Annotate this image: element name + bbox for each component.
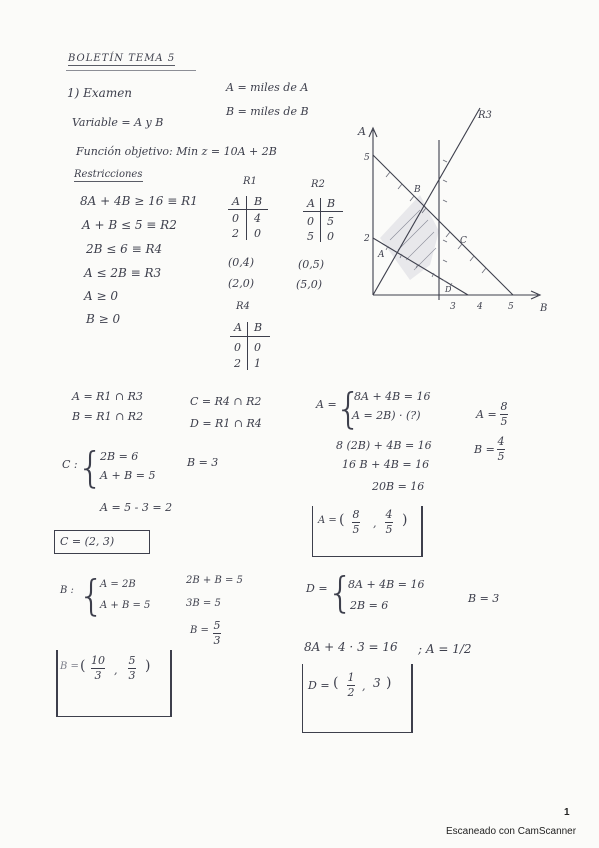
solve-d-brace: { xyxy=(327,568,354,617)
graph-x-tick: 3 xyxy=(450,302,456,312)
restriction-r1: 8A + 4B ≥ 16 ≡ R1 xyxy=(80,194,198,208)
title-underline xyxy=(66,70,196,71)
solve-d-eq1: 8A + 4B = 16 xyxy=(348,578,425,591)
def-b: B = miles de B xyxy=(226,105,309,118)
result-b-comma: , xyxy=(114,664,118,677)
result-a-den1: 5 xyxy=(352,522,360,536)
result-b-paren-close: ) xyxy=(145,658,151,674)
solve-d-substitution: 8A + 4 · 3 = 16 xyxy=(304,640,398,654)
solve-a-step3: 20B = 16 xyxy=(372,480,425,493)
table-r1-col-a: A xyxy=(232,195,240,208)
table-r2 xyxy=(303,198,347,242)
solve-c-label: C : xyxy=(62,458,78,471)
table-r1-cell: 0 xyxy=(254,227,261,240)
table-r4 xyxy=(230,322,274,370)
graph-point-label: C xyxy=(460,236,467,246)
table-r4-col-a: A xyxy=(234,321,242,334)
def-a: A = miles de A xyxy=(226,81,309,94)
result-b-frac2 xyxy=(128,655,136,681)
solve-a-a-lhs: A = xyxy=(476,408,497,421)
result-a-comma: , xyxy=(373,517,377,530)
result-c: C = (2, 3) xyxy=(60,535,115,548)
solve-a-b-fraction xyxy=(497,436,505,462)
solve-a-a-den: 5 xyxy=(500,414,508,428)
result-d-comma: , xyxy=(362,680,366,693)
solve-b-b-fraction xyxy=(213,620,221,646)
table-r4-cell: 0 xyxy=(254,341,261,354)
page-title: BOLETÍN TEMA 5 xyxy=(68,53,176,64)
table-r2-col-a: A xyxy=(307,197,315,210)
result-d-paren-close: ) xyxy=(386,675,392,691)
table-r2-col-b: B xyxy=(327,197,336,210)
result-a-lhs: A = xyxy=(318,515,337,526)
result-a-num2: 4 xyxy=(385,508,393,521)
solve-a-a-num: 8 xyxy=(500,400,508,413)
graph-line-label: R3 xyxy=(478,110,492,121)
restriction-a-nonneg: A ≥ 0 xyxy=(84,289,118,303)
result-b-num2: 5 xyxy=(128,654,136,667)
table-r1-cell: 0 xyxy=(232,212,239,225)
solve-b-eq2: A + B = 5 xyxy=(100,600,151,611)
graph-y-tick: 2 xyxy=(364,234,370,244)
intersection-a: A = R1 ∩ R3 xyxy=(72,390,143,403)
table-r4-cell: 1 xyxy=(254,357,261,370)
table-r1-cell: 4 xyxy=(254,212,261,225)
table-r1-point: (0,4) xyxy=(228,256,255,269)
result-b-den1: 3 xyxy=(94,668,102,682)
restriction-b-nonneg: B ≥ 0 xyxy=(86,312,121,326)
table-r4-col-b: B xyxy=(254,321,263,334)
restriction-r2: A + B ≤ 5 ≡ R2 xyxy=(82,218,177,232)
result-a-frac1 xyxy=(352,509,360,535)
table-r2-cell: 5 xyxy=(307,230,314,243)
result-a-paren-open: ( xyxy=(339,512,345,528)
solve-c-eq2: A + B = 5 xyxy=(100,469,156,482)
table-r4-label: R4 xyxy=(236,301,250,312)
solve-d-label: D = xyxy=(306,582,328,595)
restriction-r3: A ≤ 2B ≡ R3 xyxy=(84,266,162,280)
solve-a-brace: { xyxy=(335,384,362,433)
result-d-lhs: D = xyxy=(308,679,330,692)
table-r4-cell: 2 xyxy=(234,357,241,370)
graph-x-axis-label: B xyxy=(540,303,548,314)
result-b-frac1 xyxy=(91,655,105,681)
table-r2-label: R2 xyxy=(311,179,325,190)
graph-x-tick: 5 xyxy=(508,302,514,312)
table-r2-cell: 0 xyxy=(327,230,334,243)
table-r1 xyxy=(228,196,272,240)
table-r2-cell: 5 xyxy=(327,215,334,228)
solve-d-a-value: ; A = 1/2 xyxy=(418,642,472,656)
solve-a-b-den: 5 xyxy=(497,449,505,463)
solve-b-b-lhs: B = xyxy=(190,625,209,636)
solve-b-b-den: 3 xyxy=(213,633,221,647)
solve-c-a-value: A = 5 - 3 = 2 xyxy=(100,501,173,514)
result-d-value2: 3 xyxy=(373,676,381,690)
solve-a-b-num: 4 xyxy=(497,435,505,448)
table-r2-cell: 0 xyxy=(307,215,314,228)
graph-point-label: A xyxy=(378,250,385,260)
solve-a-step2: 16 B + 4B = 16 xyxy=(342,458,430,471)
graph-point-label: B xyxy=(414,185,421,195)
result-a-num1: 8 xyxy=(352,508,360,521)
result-b-paren-open: ( xyxy=(80,658,86,674)
problem-heading: 1) Examen xyxy=(67,86,133,100)
solve-a-eq2: A = 2B) · (?) xyxy=(352,409,421,422)
solve-b-step2: 3B = 5 xyxy=(186,598,221,609)
result-d-frac1 xyxy=(347,672,355,698)
solve-b-eq1: A = 2B xyxy=(100,579,136,590)
table-r1-cell: 2 xyxy=(232,227,239,240)
solve-a-step1: 8 (2B) + 4B = 16 xyxy=(336,439,432,452)
result-d-box xyxy=(302,664,413,733)
page-number: 1 xyxy=(564,807,570,818)
restrictions-title: Restricciones xyxy=(74,169,143,180)
graph-x-tick: 4 xyxy=(477,302,483,312)
result-a-paren-close: ) xyxy=(402,512,408,528)
solve-b-brace: { xyxy=(78,571,105,620)
scanner-watermark: Escaneado con CamScanner xyxy=(446,826,577,837)
solve-d-b-value: B = 3 xyxy=(468,592,500,605)
graph-y-tick: 5 xyxy=(364,153,370,163)
solve-b-label: B : xyxy=(60,585,74,596)
result-b-den2: 3 xyxy=(128,668,136,682)
result-d-den1: 2 xyxy=(347,685,355,699)
solve-c-b-value: B = 3 xyxy=(187,456,219,469)
solve-c-brace: { xyxy=(77,443,104,492)
table-r1-point: (2,0) xyxy=(228,277,255,290)
result-d-num1: 1 xyxy=(347,671,355,684)
intersection-c: C = R4 ∩ R2 xyxy=(190,395,262,408)
result-b-lhs: B = xyxy=(60,661,79,672)
table-r2-point: (5,0) xyxy=(296,278,323,291)
graph-point-label: D xyxy=(445,285,452,294)
solve-a-label: A = xyxy=(316,398,337,411)
result-b-num1: 10 xyxy=(91,654,105,667)
feasible-region-graph xyxy=(350,100,550,320)
table-r2-point: (0,5) xyxy=(298,258,325,271)
intersection-d: D = R1 ∩ R4 xyxy=(190,417,262,430)
solve-a-a-fraction xyxy=(500,401,508,427)
result-d-paren-open: ( xyxy=(333,675,339,691)
result-a-frac2 xyxy=(385,509,393,535)
variables-line: Variable = A y B xyxy=(72,116,164,129)
table-r1-col-b: B xyxy=(254,195,263,208)
solve-c-eq1: 2B = 6 xyxy=(100,450,139,463)
solve-b-step1: 2B + B = 5 xyxy=(186,575,243,586)
solve-a-eq1: 8A + 4B = 16 xyxy=(354,390,431,403)
solve-d-eq2: 2B = 6 xyxy=(350,599,389,612)
result-a-den2: 5 xyxy=(385,522,393,536)
solve-b-b-num: 5 xyxy=(213,619,221,632)
intersection-b: B = R1 ∩ R2 xyxy=(72,410,144,423)
table-r1-label: R1 xyxy=(243,176,257,187)
restriction-r4: 2B ≤ 6 ≡ R4 xyxy=(86,242,163,256)
table-r4-cell: 0 xyxy=(234,341,241,354)
graph-y-axis-label: A xyxy=(358,125,366,138)
solve-a-b-lhs: B = xyxy=(474,443,495,456)
objective-function: Función objetivo: Min z = 10A + 2B xyxy=(76,145,277,158)
